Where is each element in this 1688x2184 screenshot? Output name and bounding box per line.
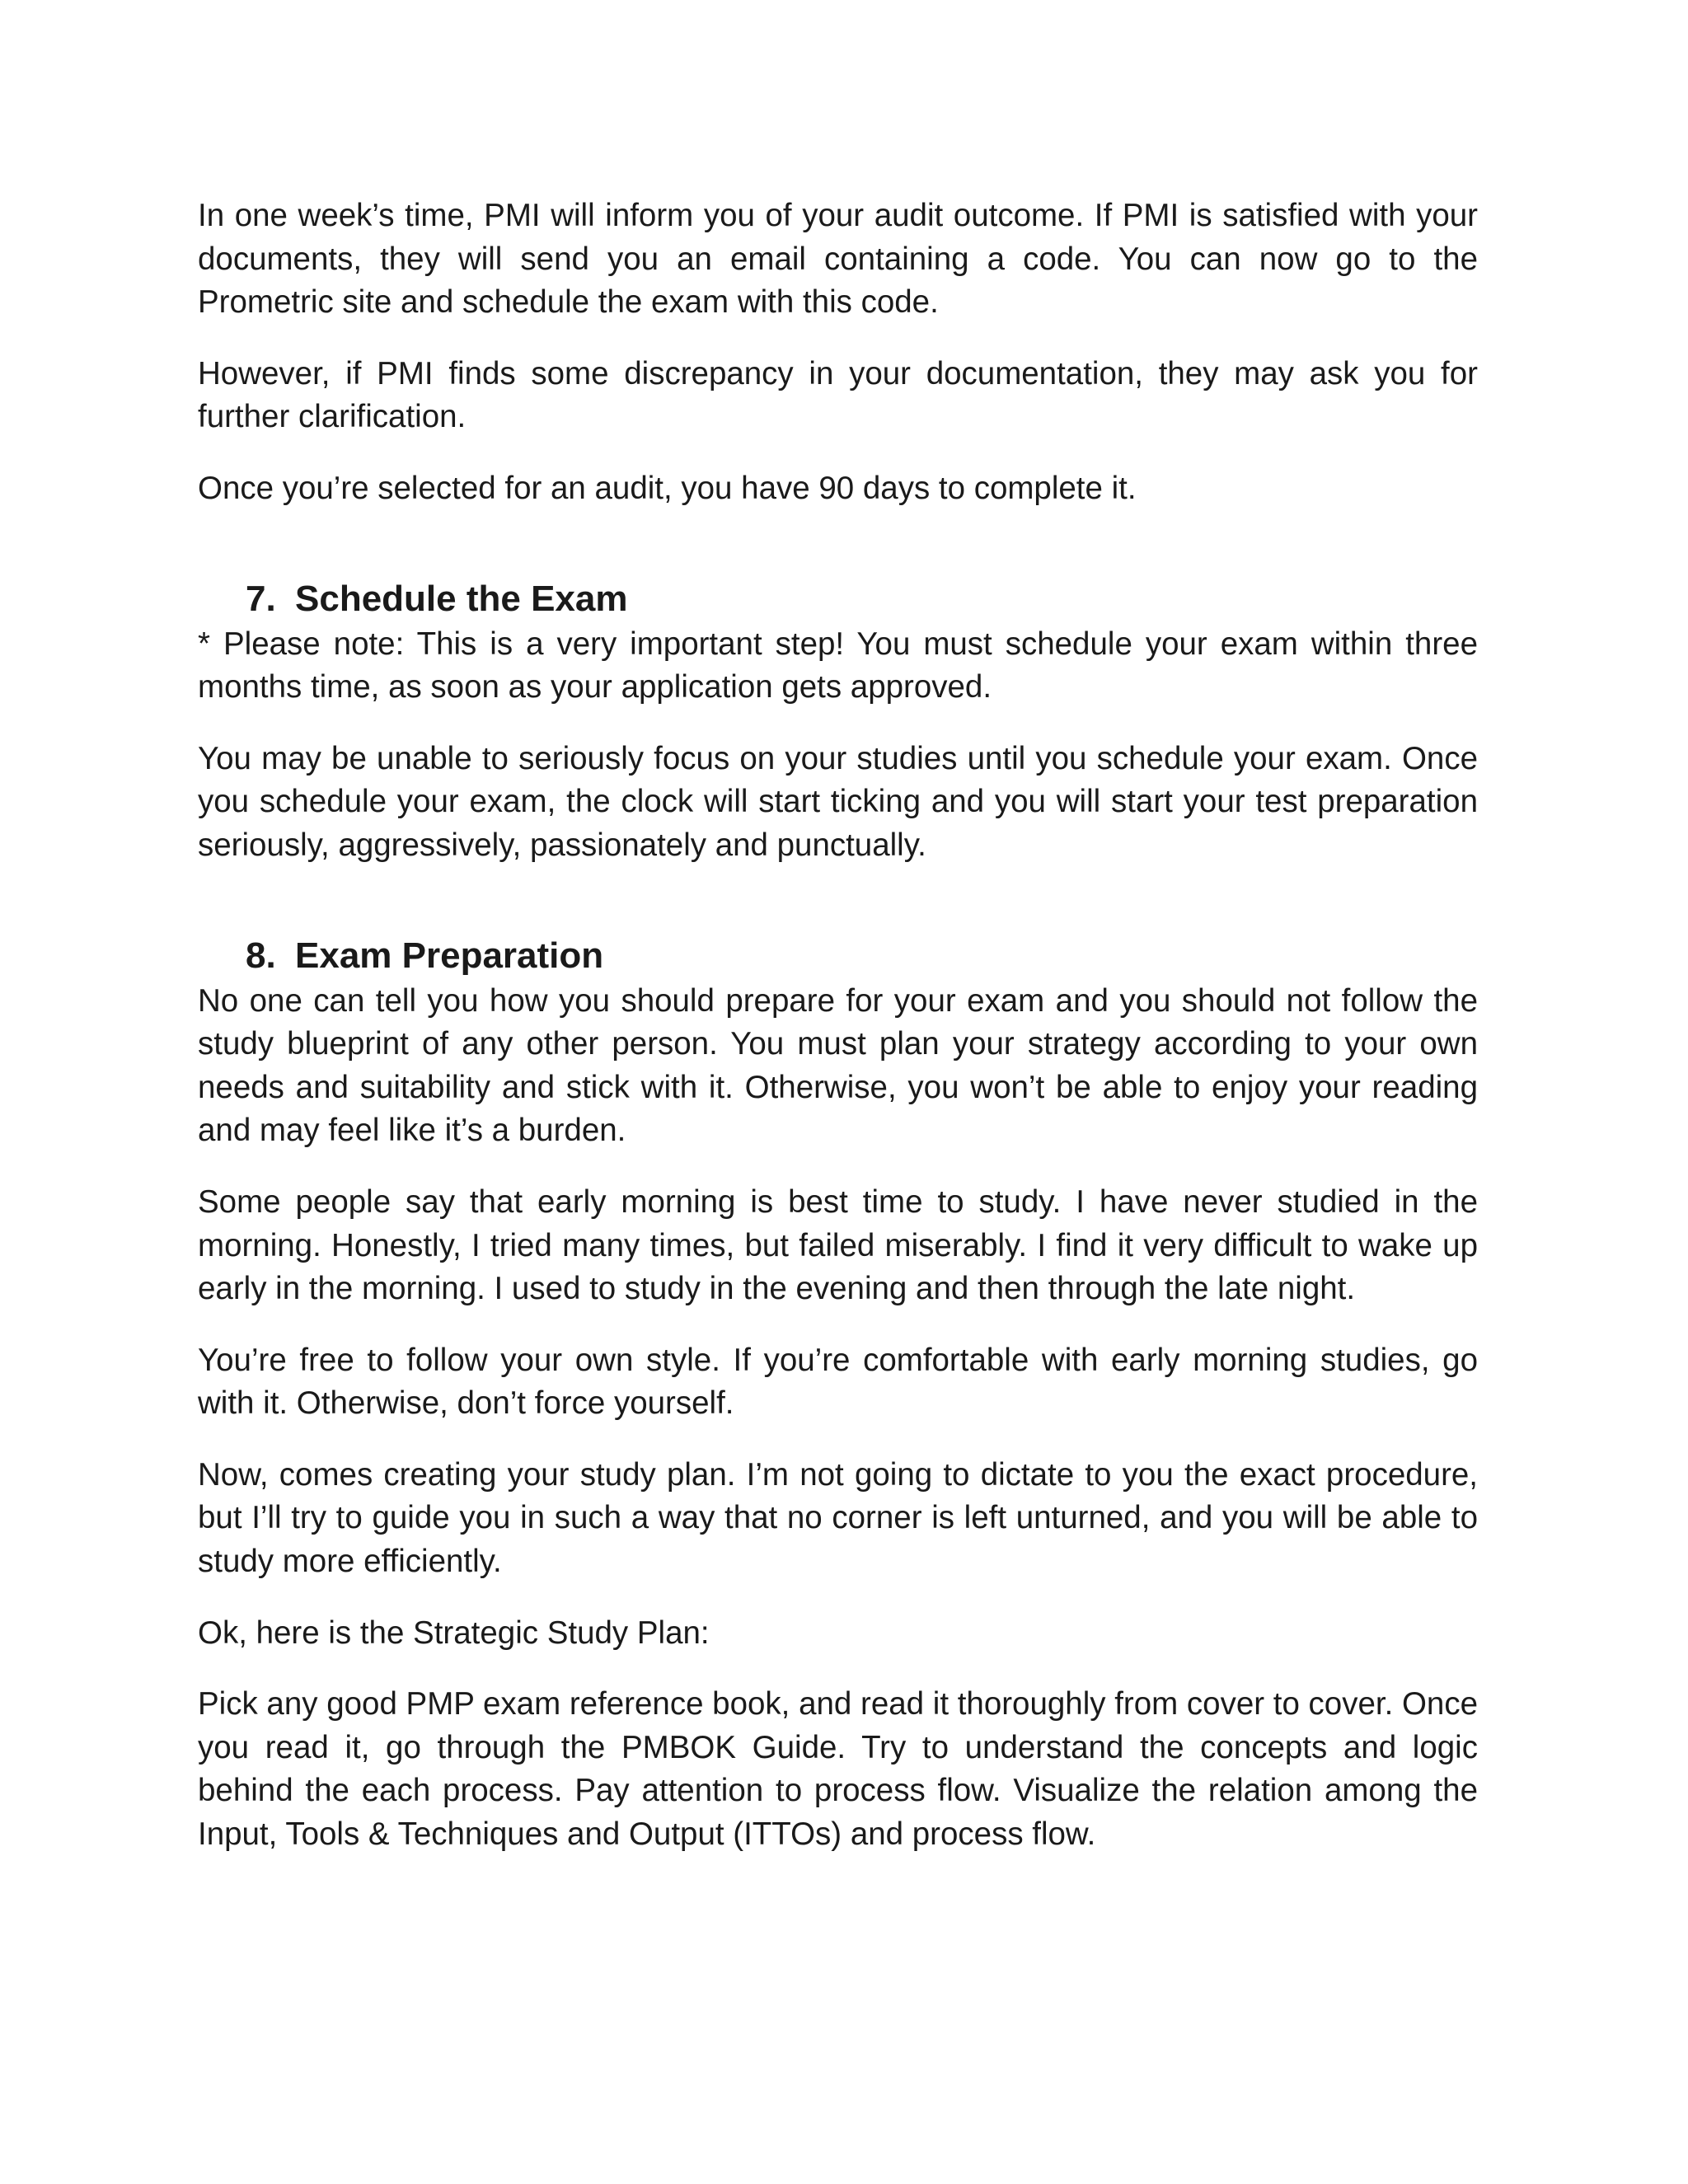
section-8-number: 8. — [246, 935, 276, 976]
section-8-strategy-paragraph: No one can tell you how you should prepare for your exam and you should not follow the study blueprint of any other person. You must plan your strategy according to your own needs and suitability and stick with it. Otherwise, you won’t be able to enjoy your reading and may feel like it’s a burden. — [198, 982, 1478, 1149]
section-7-heading — [198, 575, 1478, 623]
section-8-reference-book-paragraph: Pick any good PMP exam reference book, and read it thoroughly from cover to cover. Once you read it, go through the PMBOK Guide. Try to understand the concepts and logic behind the each process. Pay attention to process flow. Visualize the relation among the Input, Tools & Techniques and Output (ITTOs) and process flow. — [198, 1686, 1478, 1853]
section-8-study-plan-paragraph: Now, comes creating your study plan. I’m not going to dictate to you the exact procedure, but I’ll try to guide you in such a way that no corner is left unturned, and you will be able to study more efficiently. — [198, 1456, 1478, 1580]
section-7-note-paragraph: * Please note: This is a very important step! You must schedule your exam within three months time, as soon as your application gets approved. — [198, 626, 1478, 705]
section-8-study-time-paragraph: Some people say that early morning is best time to study. I have never studied in the morning. Honestly, I tried many times, but failed miserably. I find it very difficult to wake up early in the morning. I used to study in the evening and then through the late night. — [198, 1183, 1478, 1307]
section-8-strategic-plan-intro: Ok, here is the Strategic Study Plan: — [198, 1615, 710, 1651]
section-8-title: Exam Preparation — [295, 935, 604, 976]
document-page — [198, 194, 1478, 1857]
section-7-number: 7. — [246, 578, 276, 619]
intro-paragraph-discrepancy: However, if PMI finds some discrepancy in your documentation, they may ask you for further clarification. — [198, 355, 1478, 435]
intro-paragraph-audit-days: Once you’re selected for an audit, you have 90 days to complete it. — [198, 470, 1137, 506]
section-8-heading — [198, 932, 1478, 980]
section-7-title: Schedule the Exam — [295, 578, 628, 619]
section-8-own-style-paragraph: You’re free to follow your own style. If you’re comfortable with early morning studies, go with it. Otherwise, don’t force yourself. — [198, 1342, 1478, 1422]
section-7-focus-paragraph: You may be unable to seriously focus on your studies until you schedule your exam. Once you schedule your exam, the clock will start ticking and you will start your test preparation seriously, aggressively, passionately and punctually. — [198, 740, 1478, 863]
intro-paragraph-audit-outcome: In one week’s time, PMI will inform you of your audit outcome. If PMI is satisfied with your documents, they will send you an email containing a code. You can now go to the Prometric site and schedule the exam with this code. — [198, 198, 1478, 321]
